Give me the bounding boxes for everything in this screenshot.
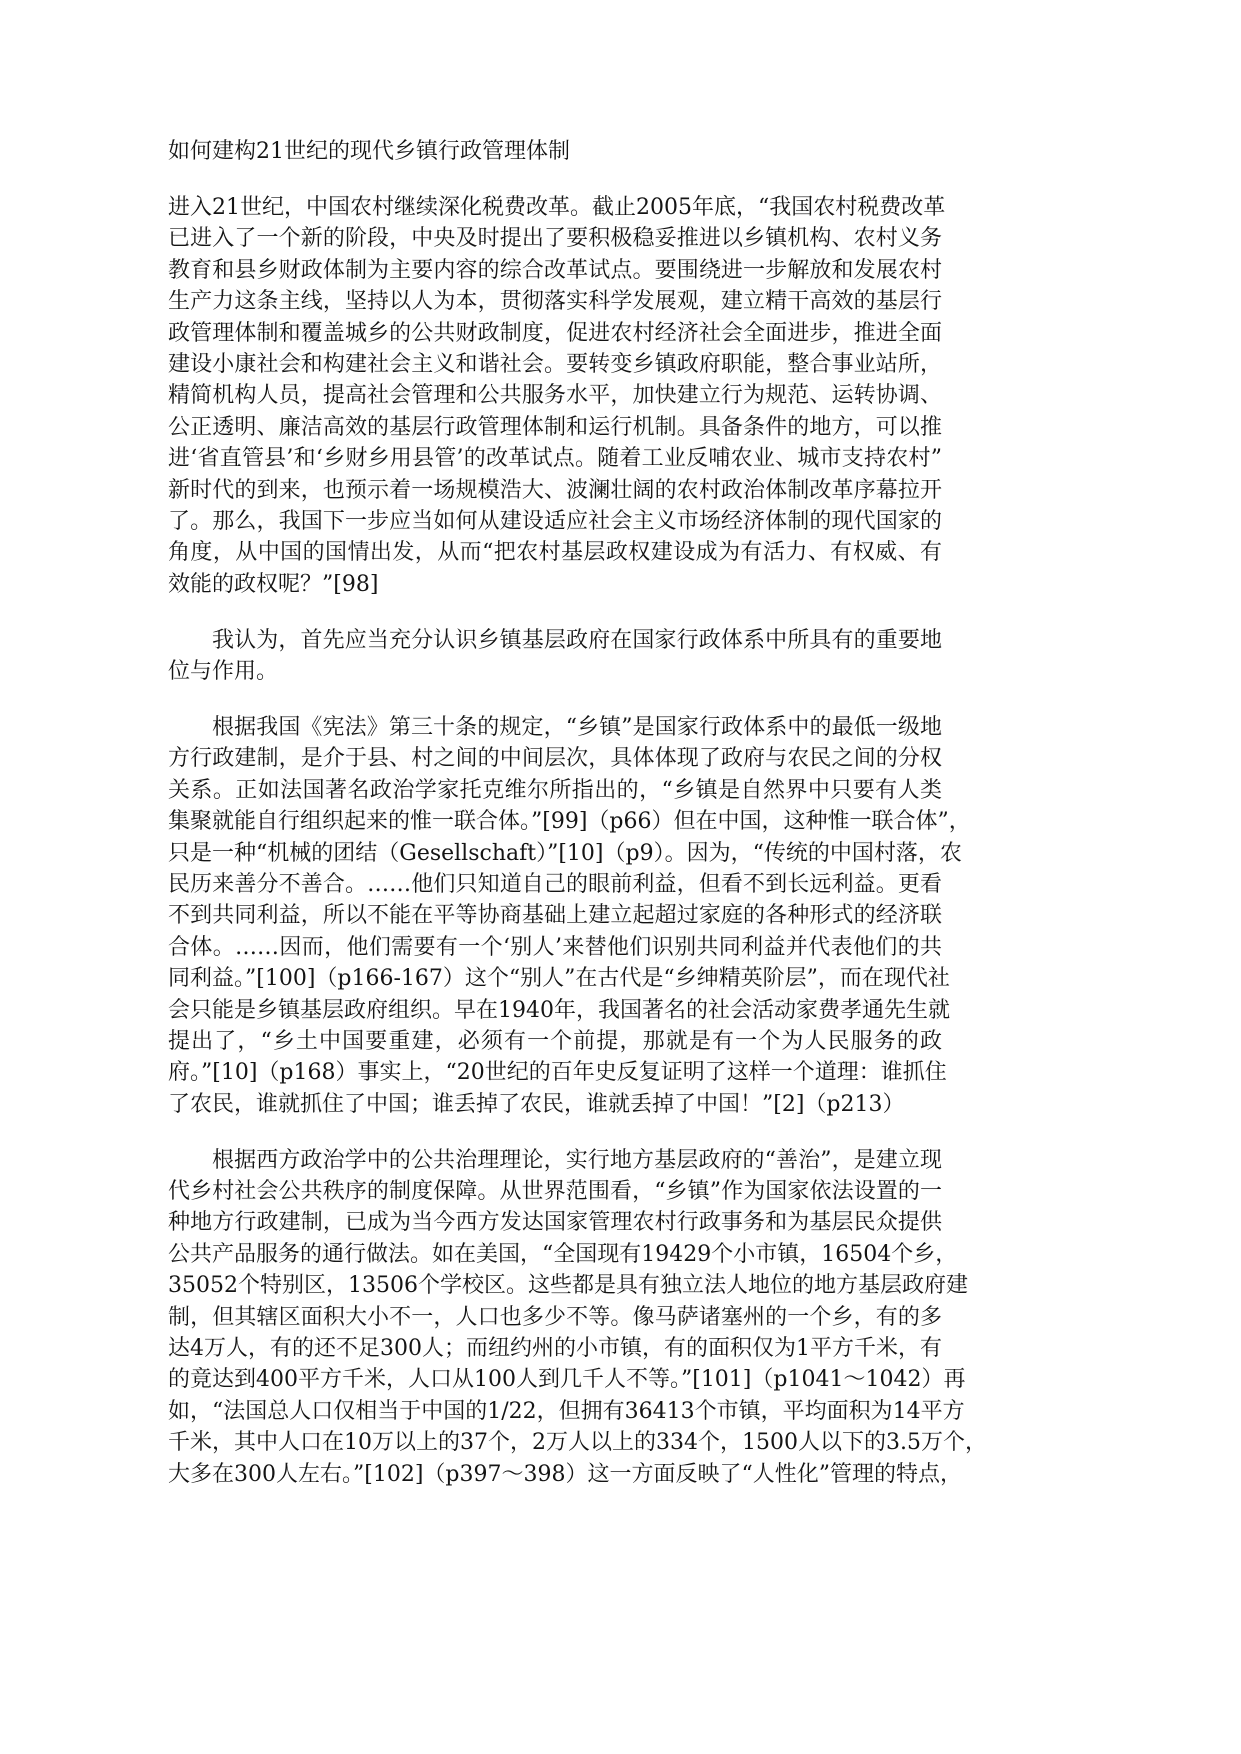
paragraph-line: 代乡村社会公共秩序的制度保障。从世界范围看，“乡镇”作为国家依法设置的一 xyxy=(168,1179,942,1205)
paragraph-line: 关系。正如法国著名政治学家托克维尔所指出的，“乡镇是自然界中只要有人类 xyxy=(168,777,942,803)
paragraph-line: 精简机构人员，提高社会管理和公共服务水平，加快建立行为规范、运转协调、 xyxy=(168,383,942,409)
paragraph-line: 了农民，谁就抓住了中国；谁丢掉了农民，谁就丢掉了中国！”[2]（p213） xyxy=(168,1091,905,1117)
paragraph-3 xyxy=(168,712,971,1120)
paragraph-line: 35052个特别区，13506个学校区。这些都是具有独立法人地位的地方基层政府建 xyxy=(168,1273,968,1299)
document-title: 如何建构21世纪的现代乡镇行政管理体制 xyxy=(168,139,570,164)
paragraph-line: 生产力这条主线，坚持以人为本，贯彻落实科学发展观，建立精干高效的基层行 xyxy=(168,289,942,315)
paragraph-line: 提出了，“乡土中国要重建，必须有一个前提，那就是有一个为人民服务的政 xyxy=(168,1028,942,1054)
paragraph-line: 民历来善分不善合。……他们只知道自己的眼前利益，但看不到长远利益。更看 xyxy=(168,871,942,897)
document-body xyxy=(168,136,987,1490)
paragraph-line: 根据我国《宪法》第三十条的规定，“乡镇”是国家行政体系中的最低一级地 xyxy=(212,715,942,741)
paragraph-line: 新时代的到来，也预示着一场规模浩大、波澜壮阔的农村政治体制改革序幕拉开 xyxy=(168,477,942,503)
paragraph-line: 大多在300人左右。”[102]（p397～398）这一方面反映了“人性化”管理的特点， xyxy=(168,1461,962,1487)
paragraph-line: 集聚就能自行组织起来的惟一联合体。”[99]（p66）但在中国，这种惟一联合体”， xyxy=(168,809,971,835)
paragraph-line: 制，但其辖区面积大小不一，人口也多少不等。像马萨诸塞州的一个乡，有的多 xyxy=(168,1304,942,1330)
paragraph-line: 公共产品服务的通行做法。如在美国，“全国现有19429个小市镇，16504个乡， xyxy=(168,1241,958,1267)
paragraph-line: 位与作用。 xyxy=(168,659,279,685)
paragraph-line: 同利益。”[100]（p166-167）这个“别人”在古代是“乡绅精英阶层”，而在现代社 xyxy=(168,966,950,992)
paragraph-4 xyxy=(168,1145,987,1490)
paragraph-line: 千米，其中人口在10万以上的37个，2万人以上的334个，1500人以下的3.5万个， xyxy=(168,1430,987,1456)
paragraph-line: 进入21世纪，中国农村继续深化税费改革。截止2005年底，“我国农村税费改革 xyxy=(168,194,946,220)
paragraph-2 xyxy=(168,625,942,688)
paragraph-line: 方行政建制，是介于县、村之间的中间层次，具体体现了政府与农民之间的分权 xyxy=(168,746,942,772)
paragraph-line: 建设小康社会和构建社会主义和谐社会。要转变乡镇政府职能，整合事业站所， xyxy=(168,351,942,377)
paragraph-line: 的竟达到400平方千米，人口从100人到几千人不等。”[101]（p1041～1042）再 xyxy=(168,1367,966,1393)
paragraph-line: 我认为，首先应当充分认识乡镇基层政府在国家行政体系中所具有的重要地 xyxy=(212,627,942,653)
paragraph-line: 效能的政权呢？”[98] xyxy=(168,571,379,597)
paragraph-line: 角度，从中国的国情出发，从而“把农村基层政权建设成为有活力、有权威、有 xyxy=(168,540,942,566)
paragraph-line: 已进入了一个新的阶段，中央及时提出了要积极稳妥推进以乡镇机构、农村义务 xyxy=(168,226,942,252)
paragraph-line: 政管理体制和覆盖城乡的公共财政制度，促进农村经济社会全面进步，推进全面 xyxy=(168,320,942,346)
paragraph-line: 公正透明、廉洁高效的基层行政管理体制和运行机制。具备条件的地方，可以推 xyxy=(168,414,942,440)
paragraph-line: 进‘省直管县’和‘乡财乡用县管’的改革试点。随着工业反哺农业、城市支持农村” xyxy=(168,446,942,472)
paragraph-line: 只是一种“机械的团结（Gesellschaft）”[10]（p9）。因为，“传统的中国村落，农 xyxy=(168,840,962,866)
paragraph-line: 达4万人，有的还不足300人；而纽约州的小市镇，有的面积仅为1平方千米，有 xyxy=(168,1336,942,1362)
paragraph-line: 教育和县乡财政体制为主要内容的综合改革试点。要围绕进一步解放和发展农村 xyxy=(168,257,942,283)
paragraph-line: 会只能是乡镇基层政府组织。早在1940年，我国著名的社会活动家费孝通先生就 xyxy=(168,997,950,1023)
paragraph-1 xyxy=(168,192,946,600)
paragraph-line: 不到共同利益，所以不能在平等协商基础上建立起超过家庭的各种形式的经济联 xyxy=(168,903,942,929)
paragraph-line: 合体。……因而，他们需要有一个‘别人’来替他们识别共同利益并代表他们的共 xyxy=(168,934,942,960)
paragraph-line: 府。”[10]（p168）事实上，“20世纪的百年史反复证明了这样一个道理：谁抓住 xyxy=(168,1060,947,1086)
paragraph-line: 根据西方政治学中的公共治理理论，实行地方基层政府的“善治”，是建立现 xyxy=(212,1147,942,1173)
paragraph-line: 如，“法国总人口仅相当于中国的1/22，但拥有36413个市镇，平均面积为14平方 xyxy=(168,1398,965,1424)
paragraph-line: 了。那么，我国下一步应当如何从建设适应社会主义市场经济体制的现代国家的 xyxy=(168,508,942,534)
paragraph-line: 种地方行政建制，已成为当今西方发达国家管理农村行政事务和为基层民众提供 xyxy=(168,1210,942,1236)
